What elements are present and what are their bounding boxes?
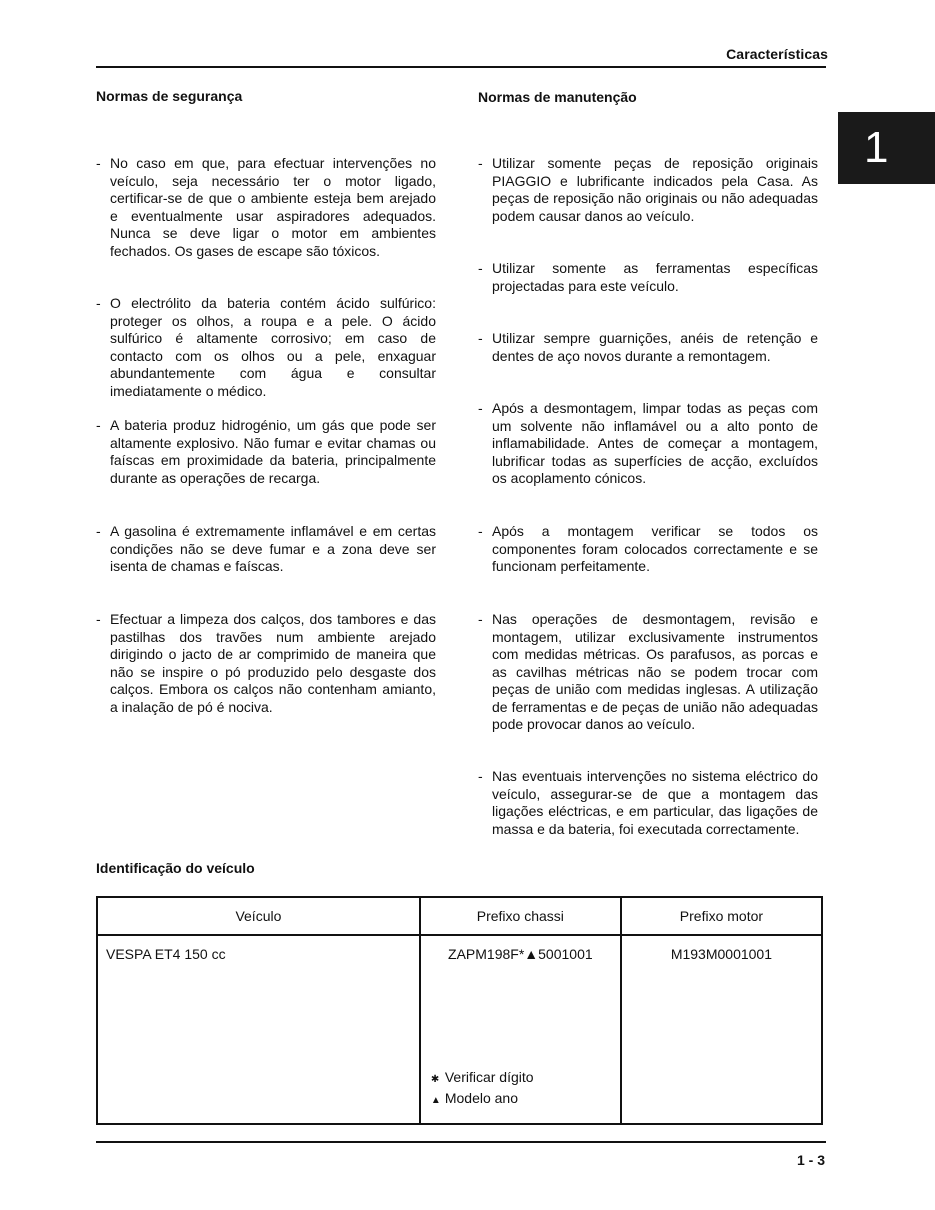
safety-item: - O electrólito da bateria contém ácido sulfúrico: proteger os olhos, a roupa e a pele. O ácido sulfúrico é altamente corrosivo; em caso de contacto com os olhos ou a pele, enxaguar abundantemente com água e consultar imediatamente o médico. xyxy=(96,295,436,399)
note-check-digit: ✱ Verificar dígito xyxy=(431,1068,534,1089)
column-header-chassis-prefix: Prefixo chassi xyxy=(420,897,621,935)
maintenance-item: - Nas operações de desmontagem, revisão e montagem, utilizar exclusivamente instrumentos com medidas métricas. Os parafusos, as porcas e as cavilhas métricas não se podem trocar com peças de união com medidas inglesas. A utilização de ferramentas e de peças de união não adequadas pode provocar danos ao veículo. xyxy=(478,611,818,732)
safety-item: - A gasolina é extremamente inflamável e em certas condições não se deve fumar e a zona deve ser isenta de chamas e faíscas. xyxy=(96,523,436,574)
chassis-prefix-cell xyxy=(420,935,621,1124)
maintenance-item: - Após a desmontagem, limpar todas as peças com um solvente não inflamável ou a alto ponto de inflamabilidade. Antes de começar a montagem, lubrificar todas as superfícies de acção, excluídos os acoplamento cónicos. xyxy=(478,400,818,486)
vehicle-identification-table xyxy=(96,896,823,1125)
column-header-engine-prefix: Prefixo motor xyxy=(621,897,822,935)
safety-item: - No caso em que, para efectuar intervenções no veículo, seja necessário ter o motor ligado, certificar-se de que o ambiente esteja bem arejado e eventualmente usar aspiradores adequados. Nunca se deve ligar o motor em ambientes fechados. Os gases de escape são tóxicos. xyxy=(96,155,436,259)
page-number: 1 - 3 xyxy=(796,1152,825,1168)
header-section-title: Características xyxy=(726,46,828,62)
triangle-icon: ▲ xyxy=(430,1095,441,1106)
safety-heading: Normas de segurança xyxy=(96,88,243,104)
maintenance-item: - Nas eventuais intervenções no sistema eléctrico do veículo, assegurar-se de que a montagem das ligações eléctricas, e em particular, das ligações de massa e da bateria, foi executada correctamente. xyxy=(478,768,818,837)
identification-heading: Identificação do veículo xyxy=(96,860,255,876)
table-header-row xyxy=(97,897,822,935)
maintenance-item: - Utilizar sempre guarnições, anéis de retenção e dentes de aço novos durante a remontagem. xyxy=(478,330,818,364)
chassis-prefix-value: ZAPM198F*▲5001001 xyxy=(448,946,593,962)
asterisk-icon: ✱ xyxy=(430,1074,440,1085)
vehicle-cell: VESPA ET4 150 cc xyxy=(97,935,420,1124)
note-model-year: ▲ Modelo ano xyxy=(431,1089,534,1110)
footer-rule xyxy=(96,1141,826,1143)
maintenance-heading: Normas de manutenção xyxy=(478,89,637,105)
safety-item: - A bateria produz hidrogénio, um gás que pode ser altamente explosivo. Não fumar e evitar chamas ou faíscas em proximidade da bateria, principalmente durante as operações de recarga. xyxy=(96,417,436,486)
safety-item: - Efectuar a limpeza dos calços, dos tambores e das pastilhas dos travões num ambiente arejado dirigindo o jacto de ar comprimido de maneira que não se inspire o pó produzido pelo desgaste dos calços. Embora os calços não contenham amianto, a inalação de pó é nociva. xyxy=(96,611,436,715)
column-header-vehicle: Veículo xyxy=(97,897,420,935)
chapter-tab: 1 xyxy=(838,112,935,184)
engine-prefix-cell: M193M0001001 xyxy=(621,935,822,1124)
header-rule xyxy=(96,66,826,68)
table-row xyxy=(97,935,822,1124)
maintenance-item: - Utilizar somente as ferramentas específicas projectadas para este veículo. xyxy=(478,260,818,294)
chassis-notes xyxy=(431,1068,534,1110)
maintenance-item: - Utilizar somente peças de reposição originais PIAGGIO e lubrificante indicados pela Casa. As peças de reposição não originais ou não adequadas podem causar danos ao veículo. xyxy=(478,155,818,224)
maintenance-item: - Após a montagem verificar se todos os componentes foram colocados correctamente e se funcionam perfeitamente. xyxy=(478,523,818,574)
